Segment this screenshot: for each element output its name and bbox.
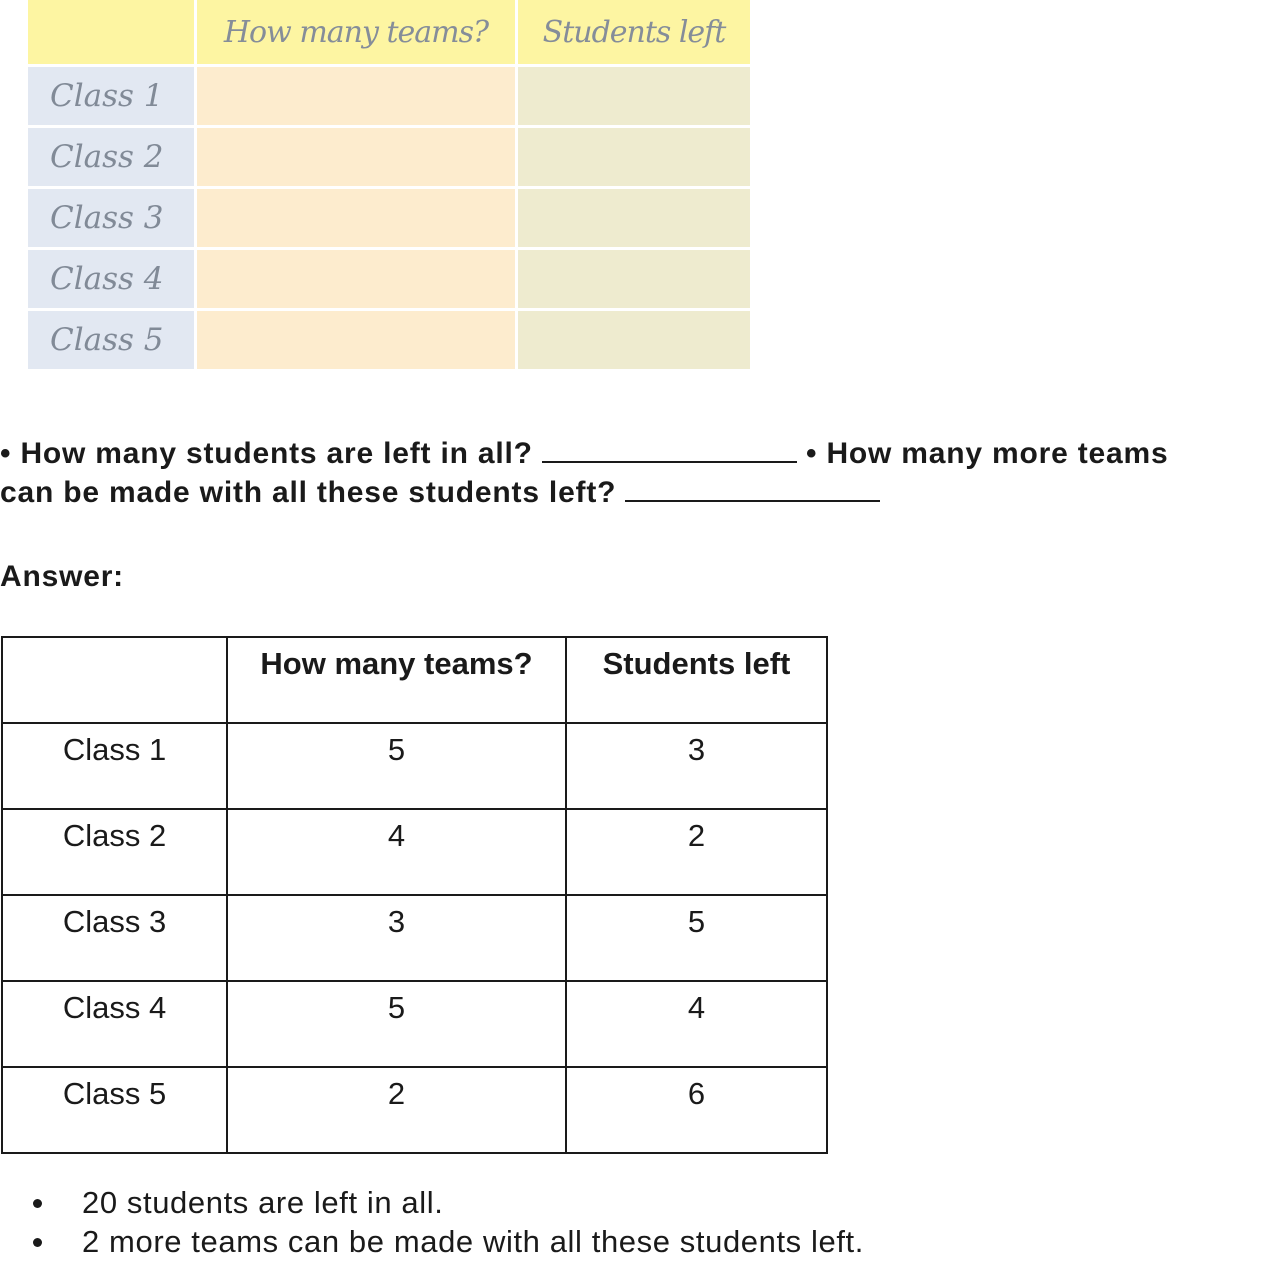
table-row	[2, 895, 827, 981]
list-item	[0, 1222, 864, 1261]
question-students-left: • How many students are left in all?	[0, 437, 542, 470]
worksheet-row-label: Class 2	[28, 128, 194, 186]
worksheet-table	[28, 0, 750, 370]
worksheet-corner-cell	[28, 0, 194, 64]
question-line-1	[0, 434, 1279, 473]
students-left-value: 2	[566, 809, 827, 895]
bullet-icon	[33, 1238, 42, 1247]
class-label: Class 5	[2, 1067, 227, 1153]
worksheet-teams-cell[interactable]	[197, 189, 515, 247]
worksheet-students-left-cell[interactable]	[518, 250, 750, 308]
worksheet-teams-cell[interactable]	[197, 311, 515, 369]
worksheet-students-left-cell[interactable]	[518, 189, 750, 247]
students-left-value: 5	[566, 895, 827, 981]
students-left-value: 3	[566, 723, 827, 809]
bullet-text: 20 students are left in all.	[82, 1185, 444, 1220]
bullet-text: 2 more teams can be made with all these students left.	[82, 1224, 864, 1259]
class-label: Class 3	[2, 895, 227, 981]
table-row	[2, 809, 827, 895]
question-line-2	[0, 473, 1279, 512]
worksheet-row-label: Class 3	[28, 189, 194, 247]
answer-table-header-row	[2, 637, 827, 723]
question-more-teams: • How many more teams	[796, 437, 1169, 470]
worksheet-row-label: Class 5	[28, 311, 194, 369]
answer-blank-teams[interactable]	[625, 476, 880, 502]
worksheet-students-left-cell[interactable]	[518, 67, 750, 125]
worksheet-teams-cell[interactable]	[197, 67, 515, 125]
answer-table	[1, 636, 828, 1154]
students-left-value: 4	[566, 981, 827, 1067]
bullet-icon	[33, 1199, 42, 1208]
class-label: Class 4	[2, 981, 227, 1067]
worksheet-header-students-left: Students left	[518, 0, 750, 64]
worksheet-teams-cell[interactable]	[197, 128, 515, 186]
worksheet-header-teams: How many teams?	[197, 0, 515, 64]
teams-value: 2	[227, 1067, 566, 1153]
answer-header-students-left: Students left	[566, 637, 827, 723]
table-row	[2, 981, 827, 1067]
answer-bullet-list	[0, 1183, 864, 1261]
teams-value: 3	[227, 895, 566, 981]
answer-heading: Answer:	[0, 560, 124, 593]
worksheet-teams-cell[interactable]	[197, 250, 515, 308]
worksheet-row-label: Class 1	[28, 67, 194, 125]
table-row	[2, 1067, 827, 1153]
answer-blank-students[interactable]	[542, 437, 797, 463]
worksheet-students-left-cell[interactable]	[518, 311, 750, 369]
students-left-value: 6	[566, 1067, 827, 1153]
question-more-teams-cont: can be made with all these students left?	[0, 476, 626, 509]
answer-header-teams: How many teams?	[227, 637, 566, 723]
answer-header-corner	[2, 637, 227, 723]
teams-value: 4	[227, 809, 566, 895]
worksheet-row-label: Class 4	[28, 250, 194, 308]
table-row	[2, 723, 827, 809]
class-label: Class 2	[2, 809, 227, 895]
list-item	[0, 1183, 864, 1222]
class-label: Class 1	[2, 723, 227, 809]
teams-value: 5	[227, 723, 566, 809]
teams-value: 5	[227, 981, 566, 1067]
worksheet-students-left-cell[interactable]	[518, 128, 750, 186]
question-text	[0, 434, 1279, 512]
